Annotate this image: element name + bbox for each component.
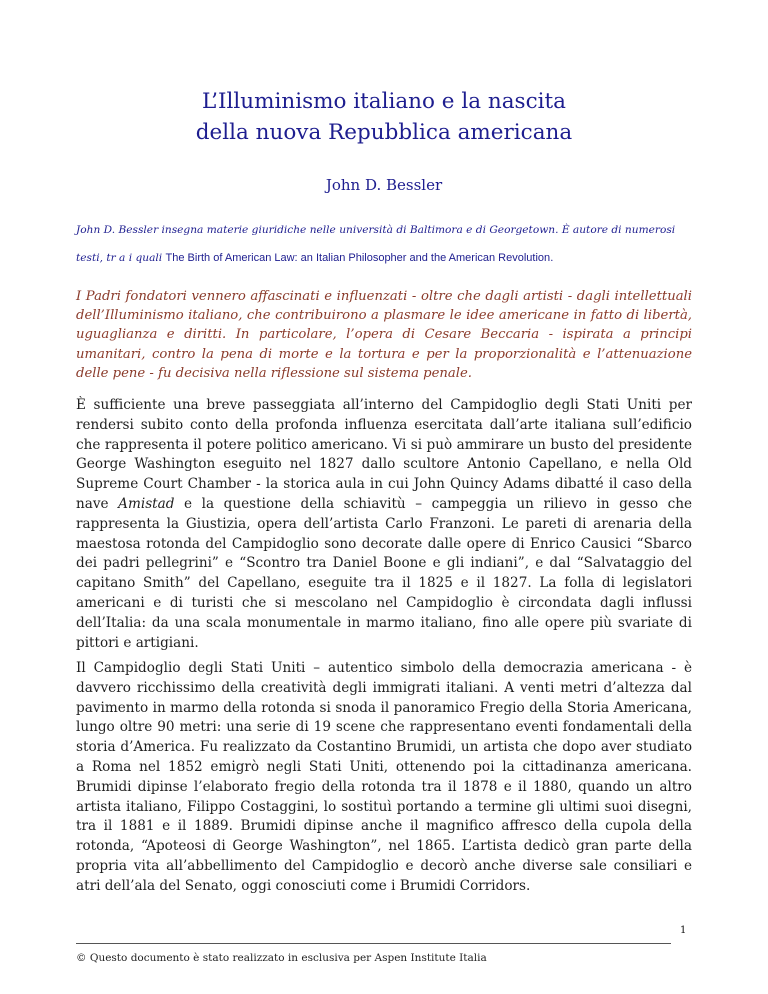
page-title [0,86,768,148]
abstract: I Padri fondatori vennero affascinati e influenzati - oltre che dagli artisti - dagli intellettuali dell’Illuminismo italiano, che contribuirono a plasmare le idee americane in fatto di libertà, uguaglianza e diritti. In particolare, l’opera di Cesare Beccaria - ispirata a principi umanitari, contro la pena di morte e la tortura e per la proporzionalità e l’attenuazione delle pene - fu decisiva nella riflessione sul sistema penale. [76,289,692,381]
book-title: The Birth of American Law: an Italian Philosopher and the American Revolution [165,252,551,264]
footer-copyright: © Questo documento è stato realizzato in esclusiva per Aspen Institute Italia [76,952,487,964]
body-paragraph-2: Il Campidoglio degli Stati Uniti – autentico simbolo della democrazia americana - è davvero ricchissimo della creatività degli immigrati italiani. A venti metri d’altezza dal pavimento in marmo della rotonda si snoda il panoramico Fregio della Storia Americana, lungo oltre 90 metri: una serie di 19 scene che rappresentano eventi fondamentali della storia d’America. Fu realizzato da Costantino Brumidi, un artista che dopo aver studiato a Roma nel 1852 emigrò negli Stati Uniti, ottenendo poi la cittadinanza americana. Brumidi dipinse l’elaborato fregio della rotonda tra il 1878 e il 1880, quando un altro artista italiano, Filippo Costaggini, lo sostituì portando a termine gli ultimi suoi disegni, tra il 1881 e il 1889. Brumidi dipinse anche il magnifico affresco della cupola della rotonda, “Apoteosi di George Washington”, nel 1865. L’artista dedicò gran parte della propria vita all’abbellimento del Campidoglio e decorò anche diverse sale consiliari e atri dell’ala del Senato, oggi conosciuti come i Brumidi Corridors. [76,660,692,894]
ship-name: Amistad [118,495,175,512]
body-paragraph-1 [76,396,692,653]
author-name: John D. Bessler [325,176,443,194]
p1-before: È sufficiente una breve passeggiata all’interno del Campidoglio degli Stati Uniti per rendersi subito conto della profonda influenza esercitata dall’arte italiana sull’edificio che rappresenta il potere politico americano. Vi si può ammirare un busto del presidente George Washington eseguito nel 1827 dallo scultore Antonio Capellano, e nella Old Supreme Court Chamber - la storica aula in cui John Quincy Adams dibatté il caso della nave [76,397,692,512]
title-line-2: della nuova Repubblica americana [195,120,573,145]
bio-end: . [550,252,554,264]
footer-divider [76,943,671,944]
p1-after: e la questione della schiavitù – campeggia un rilievo in gesso che rappresenta la Giustizia, opera dell’artista Carlo Franzoni. Le pareti di arenaria della maestosa rotonda del Campidoglio sono decorate dalle opere di Enrico Causici “Sbarco dei padri pellegrini” e “Scontro tra Daniel Boone e gli indiani”, e dal “Salvataggio del capitano Smith” del Capellano, eseguite tra il 1825 e il 1827. La folla di legislatori americani e di turisti che si mescolano nel Campidoglio è circondata dagli influssi dell’Italia: da una scala monumentale in marmo italiano, fino alle opere più svariate di pittori e artigiani. [76,495,692,651]
bio-text: John D. Bessler insegna materie giuridiche nelle università di Baltimora e di Georgetown. È autore di numerosi testi, tr a i quali [76,224,676,264]
title-line-1: L’Illuminismo italiano e la nascita [202,89,566,114]
page-number: 1 [680,925,687,936]
author-bio [76,216,692,272]
